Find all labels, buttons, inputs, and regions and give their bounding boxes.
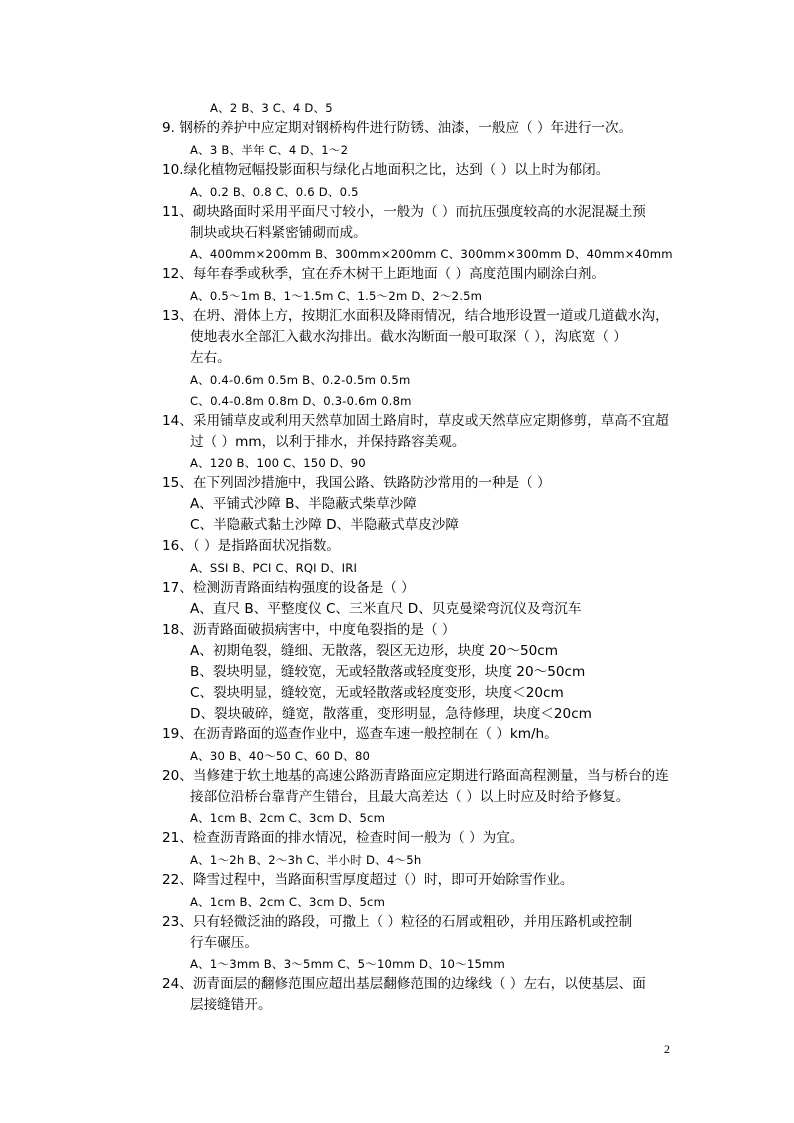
question-text: 14、采用铺草皮或利用天然草加固土路肩时，草皮或天然草应定期修剪，草高不宜超 [162, 413, 669, 429]
question-text-continued: A、平铺式沙障 B、半隐蔽式柴草沙障 [190, 496, 417, 512]
answer-options: A、2 B、3 C、4 D、5 [210, 101, 333, 115]
question-text-continued: B、裂块明显，缝较宽，无或轻散落或轻度变形，块度 20～50cm [190, 664, 586, 680]
question-text: 22、降雪过程中，当路面积雪厚度超过（）时，即可开始除雪作业。 [162, 872, 574, 888]
question-text: 16、（ ）是指路面状况指数。 [162, 538, 340, 554]
answer-options: A、1～2h B、2～3h C、半小时 D、4～5h [190, 853, 422, 867]
question-text-continued: A、直尺 B、平整度仪 C、三米直尺 D、贝克曼梁弯沉仪及弯沉车 [190, 601, 582, 617]
question-text: 19、在沥青路面的巡查作业中，巡查车速一般控制在（ ）km/h。 [162, 726, 558, 742]
answer-options: A、3 B、半年 C、4 D、1～2 [190, 143, 349, 157]
answer-options: A、1cm B、2cm C、3cm D、5cm [190, 811, 386, 825]
question-text-continued: 过（ ）mm，以利于排水，并保持路容美观。 [190, 434, 466, 450]
question-text: 18、沥青路面破损病害中，中度龟裂指的是（ ） [162, 622, 456, 638]
question-text: 9. 钢桥的养护中应定期对钢桥构件进行防锈、油漆，一般应（ ）年进行一次。 [162, 120, 633, 136]
question-text: 21、检查沥青路面的排水情况，检查时间一般为（ ）为宜。 [162, 830, 524, 846]
question-text: 24、沥青面层的翻修范围应超出基层翻修范围的边缘线（ ）左右，以使基层、面 [162, 976, 646, 992]
question-text-continued: C、裂块明显，缝较宽，无或轻散落或轻度变形，块度＜20cm [190, 685, 564, 701]
answer-options: A、30 B、40～50 C、60 D、80 [190, 749, 371, 763]
question-text: 15、在下列固沙措施中，我国公路、铁路防沙常用的一种是（ ） [162, 475, 551, 491]
question-text-continued: A、初期龟裂，缝细、无散落，裂区无边形，块度 20～50cm [190, 643, 558, 659]
question-text: 20、当修建于软土地基的高速公路沥青路面应定期进行路面高程测量，当与桥台的连 [162, 768, 669, 784]
question-text-continued: C、半隐蔽式黏土沙障 D、半隐蔽式草皮沙障 [190, 517, 459, 533]
question-text-continued: 接部位沿桥台靠背产生错台，且最大高差达（ ）以上时应及时给予修复。 [190, 789, 630, 805]
question-text-continued: 使地表水全部汇入截水沟排出。截水沟断面一般可取深（ ），沟底宽（ ） [190, 329, 627, 345]
question-text-continued: 层接缝错开。 [190, 997, 272, 1013]
answer-options: C、0.4-0.8m 0.8m D、0.3-0.6m 0.8m [190, 394, 412, 408]
answer-options: A、120 B、100 C、150 D、90 [190, 456, 366, 470]
answer-options: A、1～3mm B、3～5mm C、5～10mm D、10～15mm [190, 957, 506, 971]
question-text-continued: 左右。 [190, 350, 231, 366]
question-text: 12、每年春季或秋季，宜在乔木树干上距地面（ ）高度范围内刷涂白剂。 [162, 266, 606, 282]
question-text-continued: 行车碾压。 [190, 935, 258, 951]
answer-options: A、1cm B、2cm C、3cm D、5cm [190, 895, 386, 909]
answer-options: A、0.4-0.6m 0.5m B、0.2-0.5m 0.5m [190, 373, 411, 387]
answer-options: A、0.2 B、0.8 C、0.6 D、0.5 [190, 185, 359, 199]
question-text: 17、检测沥青路面结构强度的设备是（ ） [162, 580, 415, 596]
question-text-continued: 制块或块石料紧密铺砌而成。 [190, 225, 367, 241]
question-text: 13、在坍、滑体上方，按期汇水面积及降雨情况，结合地形设置一道或几道截水沟， [162, 308, 669, 324]
question-text: 11、砌块路面时采用平面尺寸较小，一般为（ ）而抗压强度较高的水泥混凝土预 [162, 204, 646, 220]
page-number: 2 [664, 1042, 670, 1056]
answer-options: A、SSI B、PCI C、RQI D、IRI [190, 561, 358, 575]
question-text: 10.绿化植物冠幅投影面积与绿化占地面积之比，达到（ ）以上时为郁闭。 [162, 162, 610, 178]
answer-options: A、400mm×200mm B、300mm×200mm C、300mm×300mm D、40mm×40mm [190, 247, 673, 261]
question-text-continued: D、裂块破碎，缝宽，散落重，变形明显，急待修理，块度＜20cm [190, 706, 592, 722]
answer-options: A、0.5～1m B、1～1.5m C、1.5～2m D、2～2.5m [190, 289, 483, 303]
question-text: 23、只有轻微泛油的路段，可撒上（ ）粒径的石屑或粗砂，并用压路机或控制 [162, 914, 633, 930]
